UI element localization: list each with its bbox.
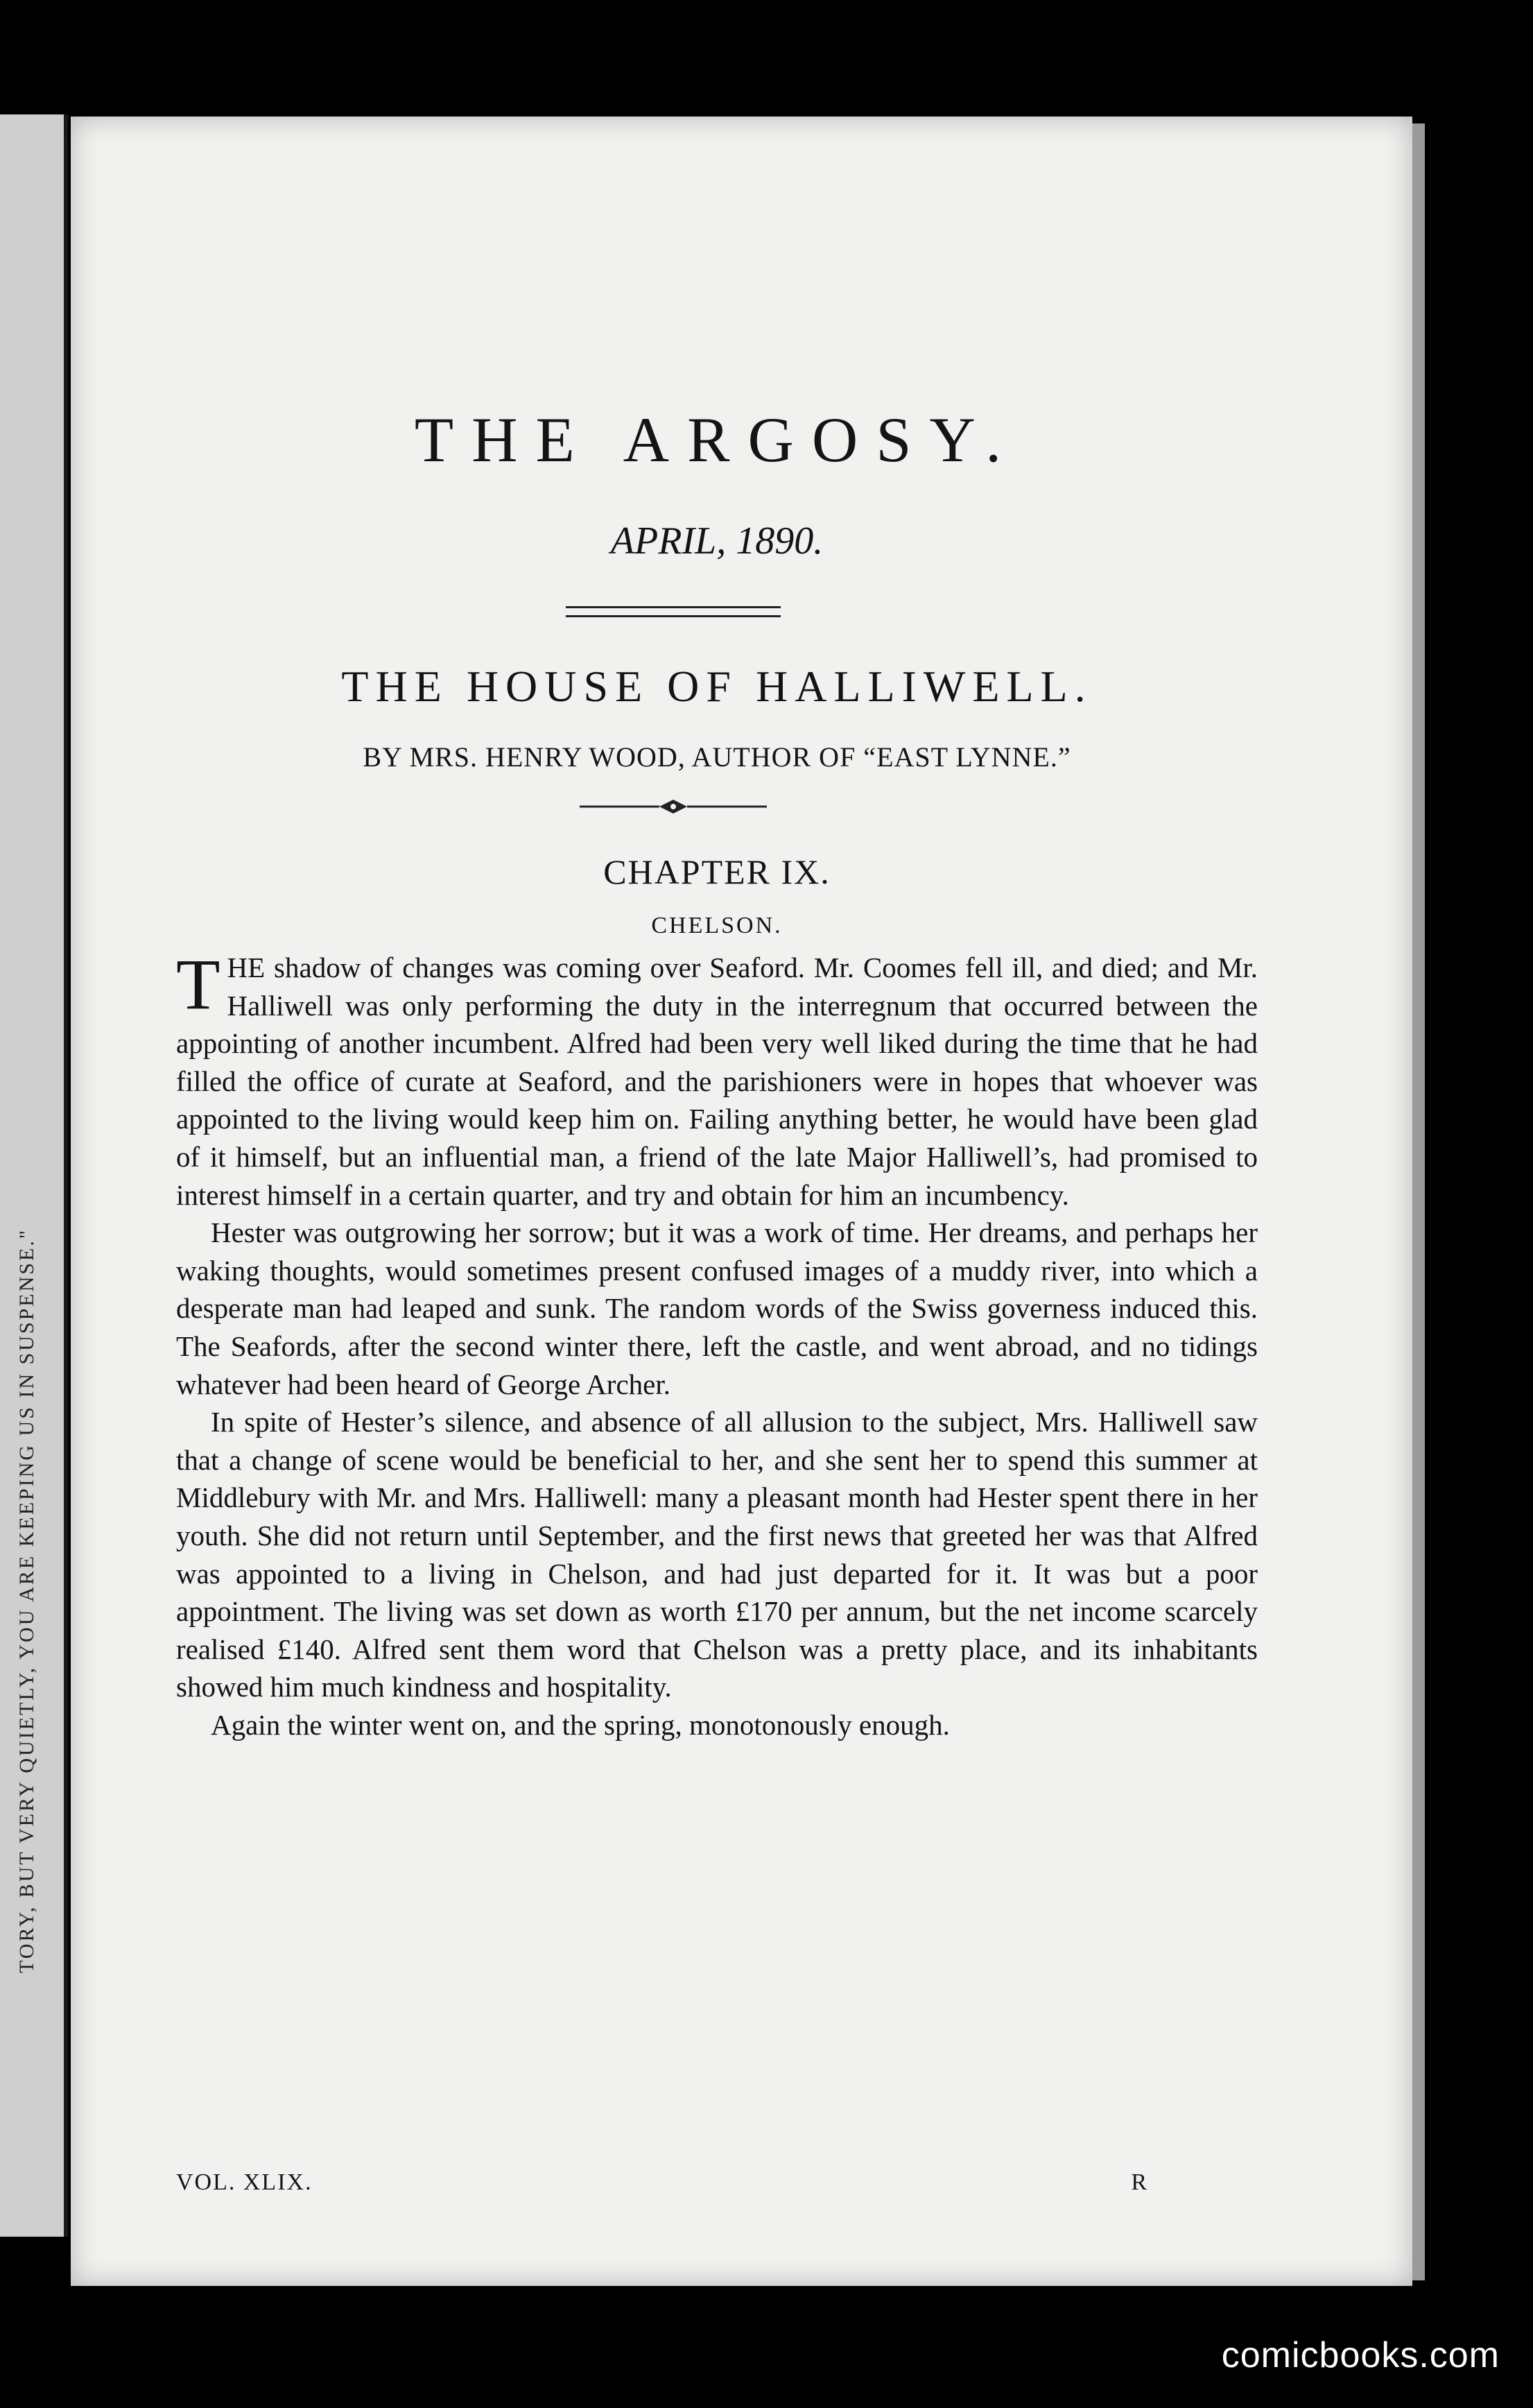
- masthead: THE ARGOSY.: [414, 404, 1020, 475]
- ornament-divider: [580, 796, 767, 817]
- adjacent-page-text: TORY, BUT VERY QUIETLY, YOU ARE KEEPING US IN SUSPENSE.": [15, 1228, 38, 1973]
- adjacent-page-edge: [0, 114, 68, 2237]
- paragraph: [176, 945, 1258, 1214]
- issue-date: APRIL, 1890.: [610, 519, 824, 562]
- paragraph-text: HE shadow of changes was coming over Seaford. Mr. Coomes fell ill, and died; and Mr. Halliwell was only performing the duty in the interregnum that occurred between the appointing of another incumbent. Alfred had been very well liked during the time that he had filled the office of curate at Seaford, and the parishioners were in hopes that whoever was appointed to the living would keep him on. Failing anything better, he would have been glad of it himself, but an influential man, a friend of the late Major Halliwell’s, had promised to interest himself in a certain quarter, and try and obtain for him an incumbency.: [176, 952, 1258, 1211]
- paragraph: Again the winter went on, and the spring, monotonously enough.: [211, 1708, 950, 1741]
- magazine-page: [71, 117, 1412, 2286]
- chapter-title: CHELSON.: [651, 913, 783, 938]
- paragraph: In spite of Hester’s silence, and absence of all allusion to the subject, Mrs. Halliwell saw that a change of scene would be beneficial to her, and she sent her to spend this summer at Middlebury with Mr. and Mrs. Halliwell: many a pleasant month had Hester spent there in her youth. She did not return until September, and the first news that greeted her was that Alfred was appointed to a living in Chelson, and had just departed for it. It was but a poor appointment. The living was set down as worth £170 per annum, but the net income scarcely realised £140. Alfred sent them word that Chelson was a pretty place, and its inhabitants showed him much kindness and hospitality.: [176, 1406, 1258, 1703]
- page-stack-edge: [1412, 123, 1425, 2280]
- signature-mark: R: [1131, 2169, 1147, 2195]
- byline: BY MRS. HENRY WOOD, AUTHOR OF “EAST LYNNE.”: [363, 741, 1071, 773]
- drop-cap: T: [176, 945, 220, 1024]
- story-body: [176, 945, 1258, 1744]
- double-rule-divider: [566, 606, 781, 617]
- volume-number: VOL. XLIX.: [176, 2169, 313, 2195]
- site-watermark: comicbooks.com: [1221, 2335, 1500, 2375]
- chapter-heading: CHAPTER IX.: [603, 852, 831, 891]
- paragraph: Hester was outgrowing her sorrow; but it was a work of time. Her dreams, and perhaps her waking thoughts, would sometimes present confused images of a muddy river, into which a desperate man had leaped and sunk. The random words of the Swiss governess induced this. The Seafords, after the second winter there, left the castle, and went abroad, and no tidings whatever had been heard of George Archer.: [176, 1216, 1258, 1400]
- story-title: THE HOUSE OF HALLIWELL.: [341, 662, 1093, 711]
